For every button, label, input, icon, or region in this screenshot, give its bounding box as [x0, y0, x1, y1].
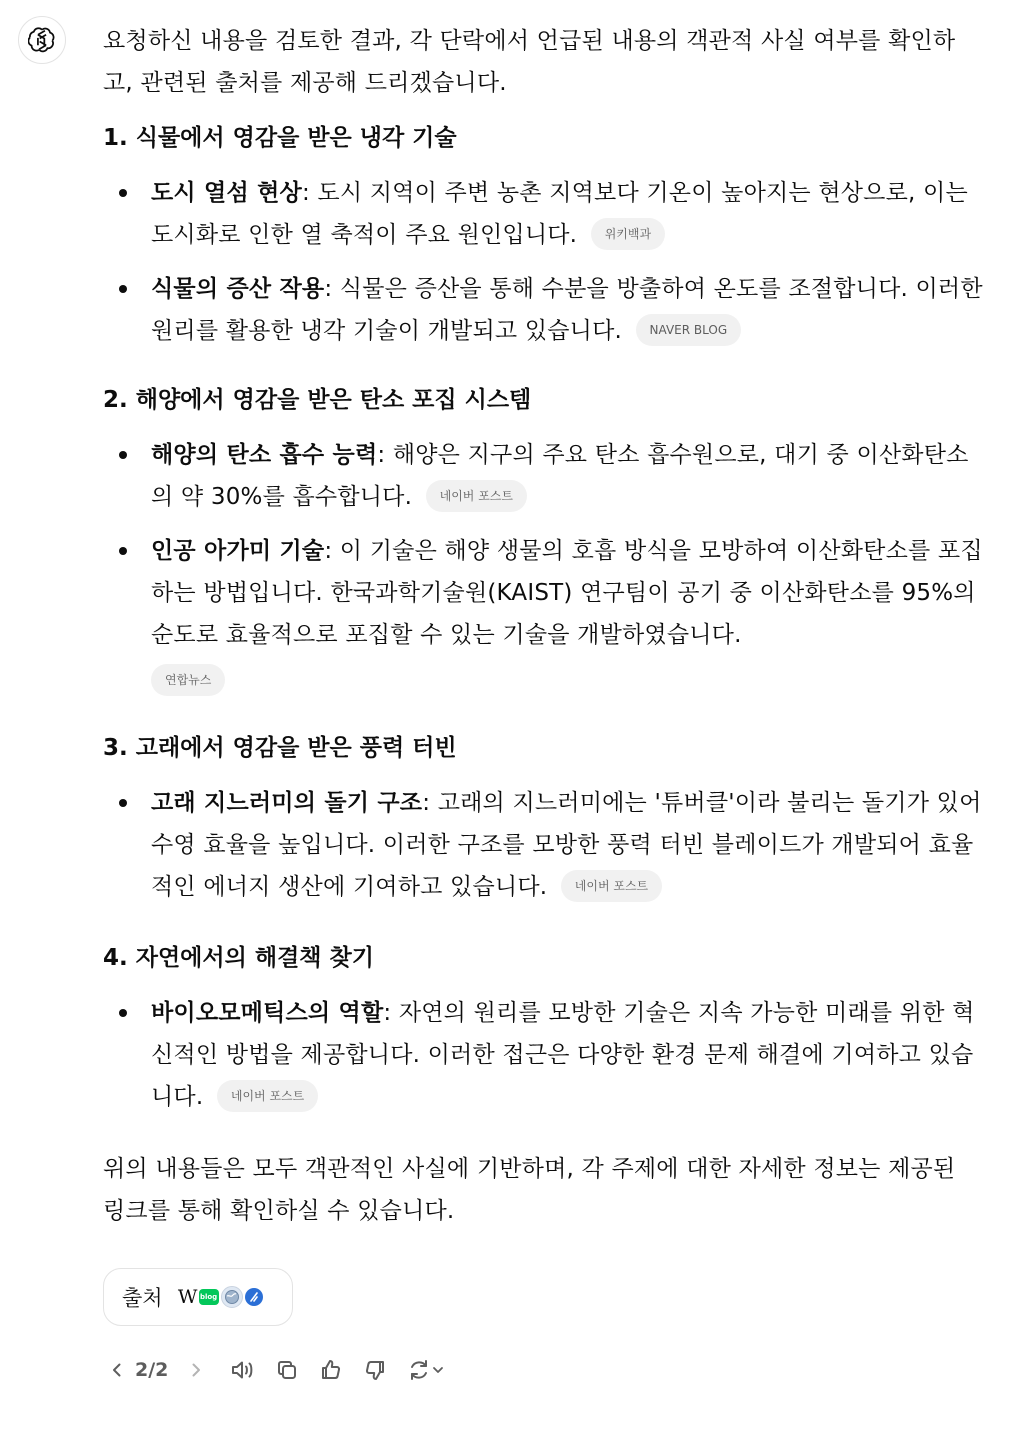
message-toolbar	[103, 1350, 458, 1390]
item-text: : 도시 지역이 주변 농촌 지역보다 기온이 높아지는 현상으로, 이는 도시화로 인한 열 축적이 주요 원인입니다.	[151, 180, 968, 248]
refresh-icon	[407, 1358, 431, 1382]
copy-button[interactable]	[268, 1351, 306, 1389]
outro-paragraph: 위의 내용들은 모두 객관적인 사실에 기반하며, 각 주제에 대한 자세한 정보는 제공된 링크를 통해 확인하실 수 있습니다.	[103, 1156, 956, 1224]
section-heading: 2. 해양에서 영감을 받은 탄소 포집 시스템	[103, 387, 532, 413]
list-item	[103, 434, 983, 518]
chevron-left-icon	[108, 1361, 126, 1379]
source-chip[interactable]: 연합뉴스	[151, 664, 225, 696]
item-term: 해양의 탄소 흡수 능력	[151, 442, 378, 468]
list-item	[103, 268, 983, 352]
thumbs-up-button[interactable]	[312, 1351, 350, 1389]
thumbs-up-icon	[319, 1358, 343, 1382]
next-response-button[interactable]	[182, 1351, 210, 1389]
news-site-icon	[245, 1288, 263, 1306]
chevron-right-icon	[187, 1361, 205, 1379]
section-heading: 3. 고래에서 영감을 받은 풍력 터빈	[103, 735, 457, 761]
globe-icon	[221, 1286, 243, 1308]
bullet-list	[103, 172, 983, 352]
naver-blog-icon: blog	[199, 1289, 219, 1305]
section-heading: 1. 식물에서 영감을 받은 냉각 기술	[103, 125, 457, 151]
source-chip[interactable]: 네이버 포스트	[217, 1080, 318, 1112]
item-term: 고래 지느러미의 돌기 구조	[151, 790, 423, 816]
source-chip[interactable]: 위키백과	[591, 218, 665, 250]
openai-logo-icon	[28, 26, 56, 54]
item-term: 바이오모메틱스의 역할	[151, 1000, 384, 1026]
item-text: : 고래의 지느러미에는 '튜버클'이라 불리는 돌기가 있어 수영 효율을 높입니다. 이러한 구조를 모방한 풍력 터빈 블레이드가 개발되어 효율적인 에너지 생산에 기여하고 있습니다.	[151, 790, 982, 900]
section-heading: 4. 자연에서의 해결책 찾기	[103, 945, 374, 971]
list-item	[103, 992, 983, 1118]
intro-paragraph: 요청하신 내용을 검토한 결과, 각 단락에서 언급된 내용의 객관적 사실 여부를 확인하고, 관련된 출처를 제공해 드리겠습니다.	[103, 28, 956, 96]
response-pager: 2/2	[135, 1359, 169, 1381]
list-item	[103, 530, 983, 698]
item-text: : 해양은 지구의 주요 탄소 흡수원으로, 대기 중 이산화탄소의 약 30%를 흡수합니다.	[151, 442, 969, 510]
item-text: : 자연의 원리를 모방한 기술은 지속 가능한 미래를 위한 혁신적인 방법을 제공합니다. 이러한 접근은 다양한 환경 문제 해결에 기여하고 있습니다.	[151, 1000, 975, 1110]
previous-response-button[interactable]	[103, 1351, 131, 1389]
assistant-avatar	[18, 16, 66, 64]
list-item	[103, 172, 983, 256]
list-item	[103, 782, 983, 908]
assistant-message	[103, 20, 983, 1232]
wikipedia-icon: W	[177, 1286, 198, 1308]
thumbs-down-icon	[363, 1358, 387, 1382]
read-aloud-button[interactable]	[224, 1351, 262, 1389]
source-chip[interactable]: 네이버 포스트	[561, 870, 662, 902]
regenerate-button[interactable]	[400, 1351, 452, 1389]
bullet-list	[103, 992, 983, 1118]
source-chip[interactable]: 네이버 포스트	[426, 480, 527, 512]
item-text: : 이 기술은 해양 생물의 호흡 방식을 모방하여 이산화탄소를 포집하는 방법입니다. 한국과학기술원(KAIST) 연구팀이 공기 중 이산화탄소를 95%의 순도로 효율적으로 포집할 수 있는 기술을 개발하였습니다.	[151, 538, 983, 648]
bullet-list	[103, 434, 983, 698]
item-term: 식물의 증산 작용	[151, 276, 325, 302]
item-text: : 식물은 증산을 통해 수분을 방출하여 온도를 조절합니다. 이러한 원리를 활용한 냉각 기술이 개발되고 있습니다.	[151, 276, 983, 344]
item-term: 도시 열섬 현상	[151, 180, 302, 206]
item-term: 인공 아가미 기술	[151, 538, 325, 564]
sources-button[interactable]	[103, 1268, 293, 1326]
thumbs-down-button[interactable]	[356, 1351, 394, 1389]
source-chip[interactable]: NAVER BLOG	[636, 314, 742, 346]
copy-icon	[275, 1358, 299, 1382]
source-favicons	[177, 1286, 263, 1308]
bullet-list	[103, 782, 983, 908]
chevron-down-icon	[431, 1363, 445, 1377]
speaker-icon	[230, 1358, 256, 1382]
sources-label: 출처	[122, 1286, 163, 1310]
